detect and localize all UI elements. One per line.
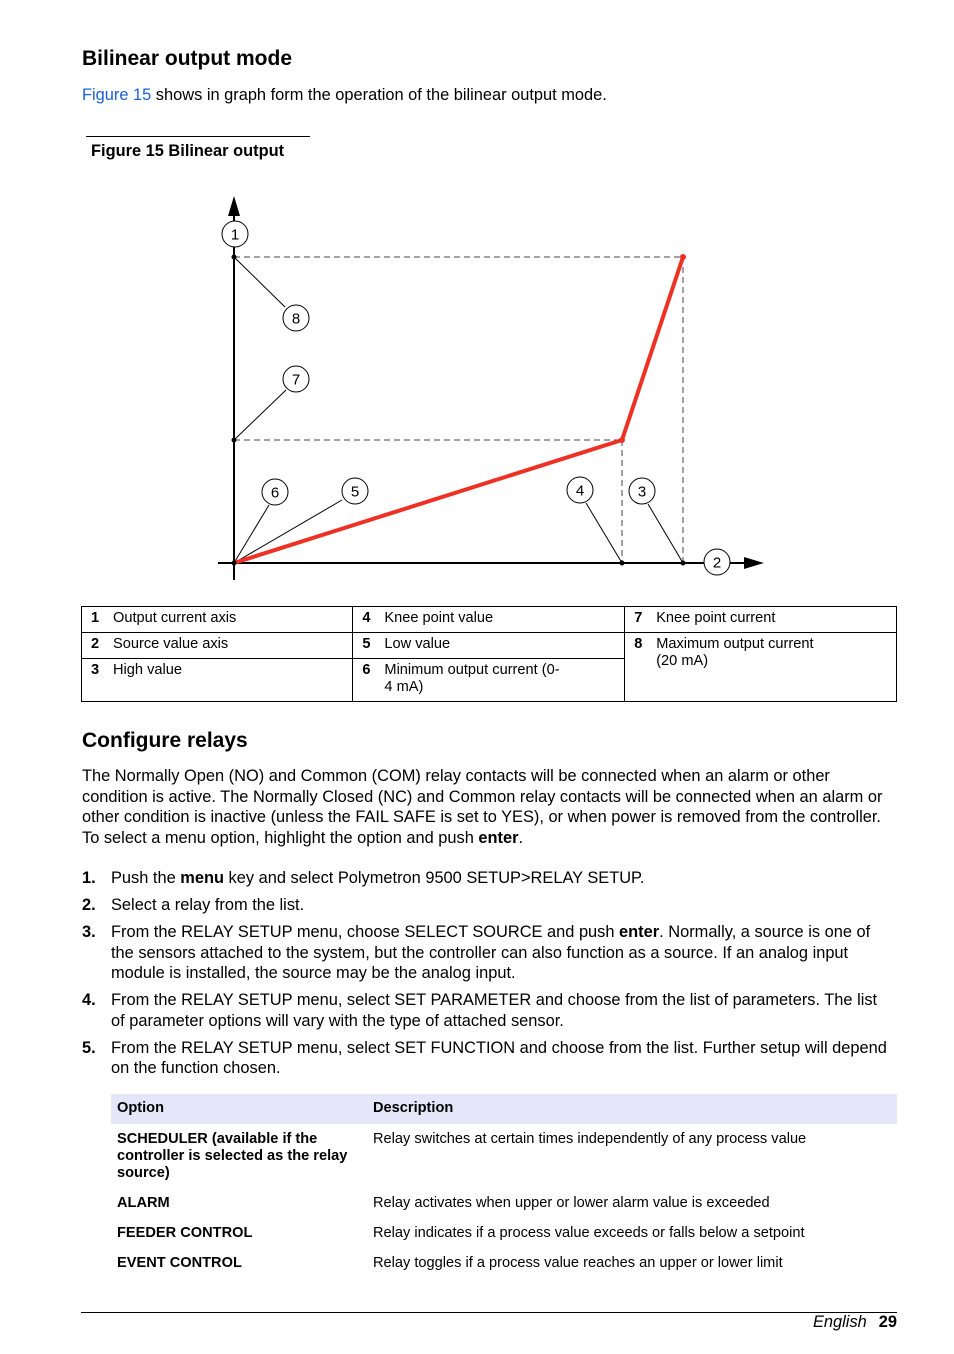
svg-text:7: 7: [291, 371, 301, 389]
page-number: 29: [878, 1313, 897, 1331]
legend-cell: 3 High value: [82, 659, 353, 702]
footer-rule: [81, 1312, 897, 1313]
description-cell: Relay toggles if a process value reaches an upper or lower limit: [373, 1255, 783, 1271]
relay-steps-list: [82, 868, 888, 1085]
intro-text: shows in graph form the operation of the bilinear output mode.: [151, 86, 607, 104]
up-arrow-icon: [228, 196, 240, 216]
figure-legend-table: [81, 606, 897, 702]
page-footer: [813, 1313, 897, 1332]
relays-paragraph: The Normally Open (NO) and Common (COM) relay contacts will be connected when an alarm or other condition is active. The Normally Closed (NC) and Common relay contacts will be connected when an alarm or other condition is inactive (unless the FAIL SAFE is set to YES), or when power is removed from the controller. To select a menu option, highlight the option and push enter.: [82, 767, 883, 847]
table-row: [111, 1218, 897, 1248]
legend-cell: 2 Source value axis: [82, 633, 353, 659]
table-header-row: [111, 1094, 897, 1124]
legend-cell: 7 Knee point current: [625, 607, 897, 633]
callout-1: [222, 221, 248, 247]
list-item: 4. From the RELAY SETUP menu, select SET PARAMETER and choose from the list of parameters. The list of parameter options will vary with the type of attached sensor.: [82, 991, 878, 1030]
list-item: 1. Push the menu key and select Polymetron 9500 SETUP>RELAY SETUP.: [82, 869, 645, 887]
option-cell: FEEDER CONTROL: [117, 1225, 253, 1241]
description-cell: Relay switches at certain times independently of any process value: [373, 1131, 807, 1147]
section-title-configure-relays: Configure relays: [82, 729, 248, 752]
svg-text:1: 1: [230, 226, 240, 244]
footer-language: English: [813, 1313, 867, 1331]
option-cell: EVENT CONTROL: [117, 1255, 242, 1271]
option-cell: SCHEDULER (available if the controller is selected as the relay source): [117, 1131, 348, 1181]
bilinear-output-diagram: [0, 0, 954, 600]
callout-7: [283, 366, 309, 392]
legend-cell: 6 Minimum output current (0-4 mA): [353, 659, 625, 702]
legend-cell: 8 Maximum output current (20 mA): [625, 633, 897, 702]
right-arrow-icon: [744, 557, 764, 569]
legend-cell: 1 Output current axis: [82, 607, 353, 633]
legend-row: [82, 633, 897, 659]
option-cell: ALARM: [117, 1195, 170, 1211]
table-row: [111, 1188, 897, 1218]
callout-8: [283, 305, 309, 331]
list-item: 2. Select a relay from the list.: [82, 896, 305, 914]
legend-cell: 5 Low value: [353, 633, 625, 659]
section-title-bilinear: Bilinear output mode: [82, 47, 292, 70]
column-header-description: Description: [367, 1094, 897, 1124]
table-row: [111, 1124, 897, 1188]
relay-options-table: [111, 1094, 897, 1278]
svg-text:4: 4: [575, 482, 585, 500]
callout-3: [629, 478, 655, 504]
callout-4: [567, 477, 593, 503]
callout-5: [342, 478, 368, 504]
callout-6: [262, 479, 288, 505]
svg-text:6: 6: [270, 484, 280, 502]
callout-2: [704, 549, 730, 575]
svg-text:5: 5: [350, 483, 360, 501]
list-item: 5. From the RELAY SETUP menu, select SET FUNCTION and choose from the list. Further setup will depend on the function chosen.: [82, 1038, 887, 1077]
legend-row: [82, 607, 897, 633]
table-row: [111, 1248, 897, 1278]
description-cell: Relay activates when upper or lower alarm value is exceeded: [373, 1195, 770, 1211]
description-cell: Relay indicates if a process value exceeds or falls below a setpoint: [373, 1225, 805, 1241]
column-header-option: Option: [111, 1094, 367, 1124]
svg-text:3: 3: [637, 483, 647, 501]
bilinear-output-line: [234, 257, 683, 563]
svg-text:8: 8: [291, 310, 301, 328]
figure-link[interactable]: Figure 15: [82, 86, 152, 104]
figure-caption: Figure 15 Bilinear output: [91, 142, 285, 160]
svg-text:2: 2: [712, 554, 722, 572]
legend-cell: 4 Knee point value: [353, 607, 625, 633]
list-item: 3. From the RELAY SETUP menu, choose SELECT SOURCE and push enter. Normally, a source is one of the sensors attached to the system, but the controller can also function as a source. If an analog input module is installed, the source may be the analog input.: [82, 923, 871, 982]
